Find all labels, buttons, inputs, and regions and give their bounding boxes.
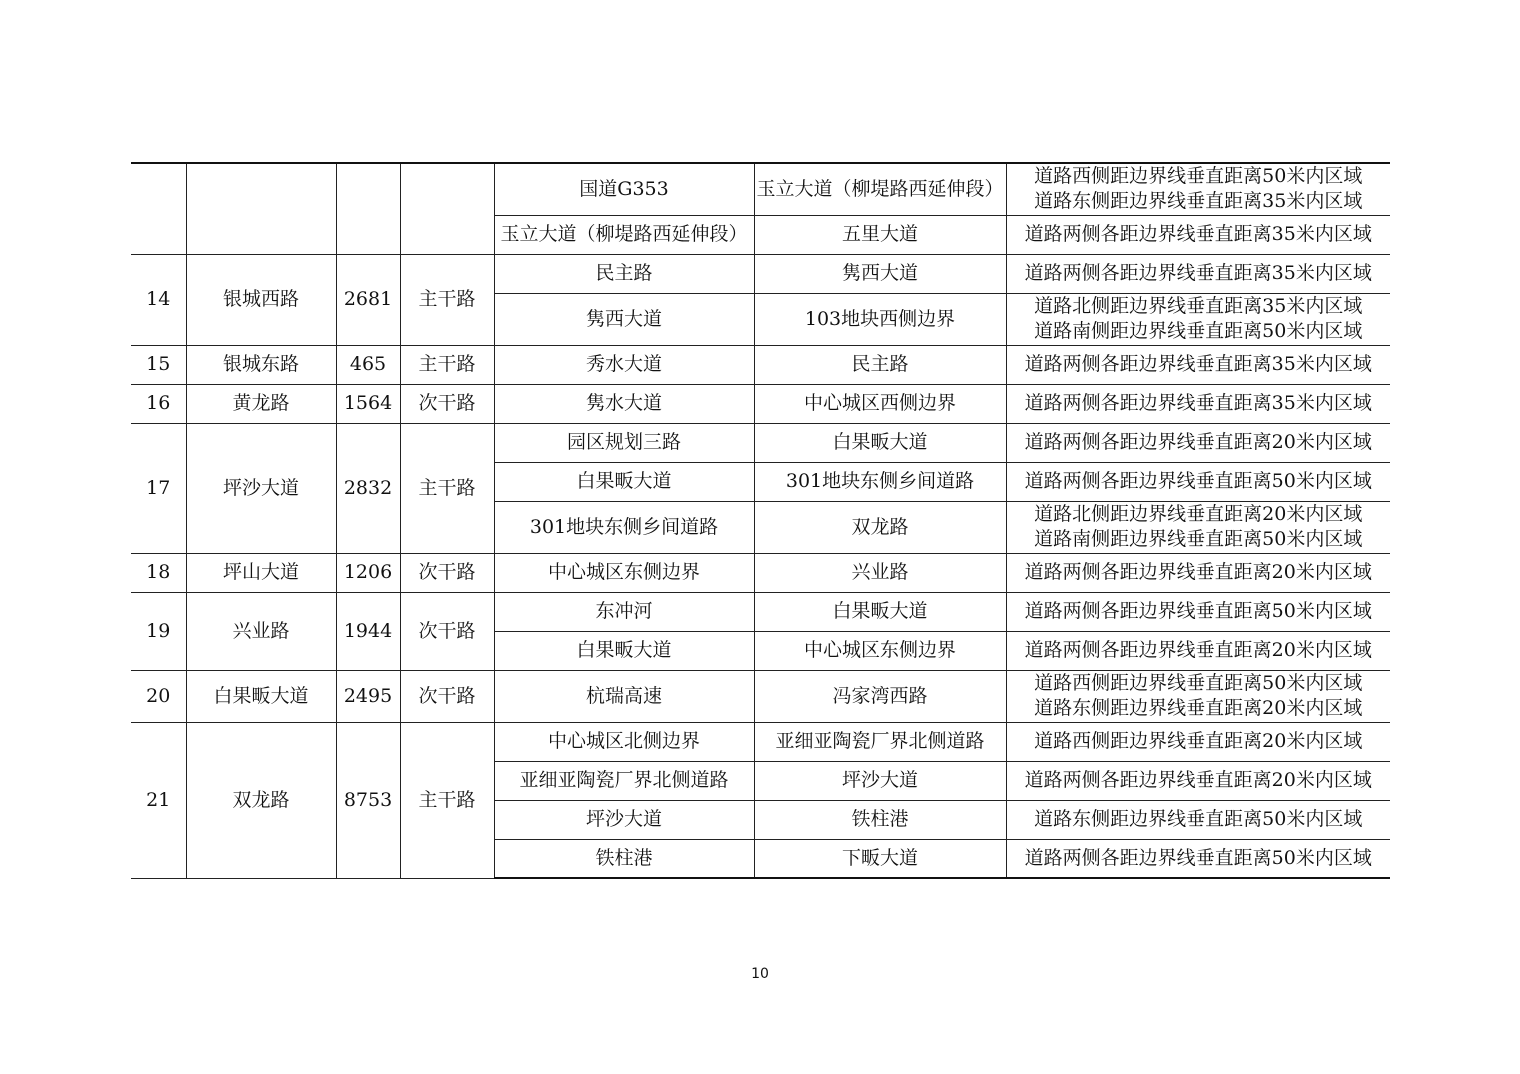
cell-zone-range — [1006, 293, 1390, 345]
cell-segment-to: 五里大道 — [754, 215, 1006, 254]
cell-zone-range — [1006, 384, 1390, 423]
cell-segment-to: 兴业路 — [754, 553, 1006, 592]
cell-length: 1944 — [336, 592, 400, 670]
cell-length: 2495 — [336, 670, 400, 722]
cell-length: 2681 — [336, 254, 400, 345]
cell-road-name: 白果畈大道 — [186, 670, 336, 722]
cell-segment-from: 铁柱港 — [494, 839, 754, 878]
cell-zone-range — [1006, 631, 1390, 670]
cell-no: 19 — [131, 592, 186, 670]
table-body — [131, 163, 1390, 878]
table-row — [131, 345, 1390, 384]
zone-range-line: 道路东侧距边界线垂直距离20米内区域 — [1034, 697, 1363, 719]
cell-no: 20 — [131, 670, 186, 722]
cell-grade: 次干路 — [400, 592, 494, 670]
cell-zone-range — [1006, 345, 1390, 384]
cell-length: 1206 — [336, 553, 400, 592]
table-row — [131, 722, 1390, 761]
cell-zone-range — [1006, 592, 1390, 631]
zone-range-line: 道路两侧各距边界线垂直距离35米内区域 — [1024, 353, 1372, 375]
cell-segment-from: 东冲河 — [494, 592, 754, 631]
zone-range-line: 道路两侧各距边界线垂直距离20米内区域 — [1024, 769, 1372, 791]
cell-no — [131, 163, 186, 254]
cell-road-name: 银城东路 — [186, 345, 336, 384]
cell-segment-from: 中心城区东侧边界 — [494, 553, 754, 592]
cell-zone-range — [1006, 462, 1390, 501]
cell-no: 21 — [131, 722, 186, 878]
cell-segment-from: 白果畈大道 — [494, 462, 754, 501]
zone-range-line: 道路北侧距边界线垂直距离20米内区域 — [1034, 503, 1363, 525]
road-noise-zone-table — [131, 162, 1390, 879]
cell-zone-range — [1006, 163, 1390, 215]
cell-segment-from: 中心城区北侧边界 — [494, 722, 754, 761]
cell-grade: 主干路 — [400, 722, 494, 878]
cell-segment-to: 103地块西侧边界 — [754, 293, 1006, 345]
table-row — [131, 553, 1390, 592]
table-row — [131, 670, 1390, 722]
cell-no: 18 — [131, 553, 186, 592]
zone-range-line: 道路两侧各距边界线垂直距离35米内区域 — [1024, 392, 1372, 414]
cell-segment-from: 隽水大道 — [494, 384, 754, 423]
zone-range-line: 道路两侧各距边界线垂直距离50米内区域 — [1024, 470, 1372, 492]
cell-no: 17 — [131, 423, 186, 553]
cell-segment-from: 园区规划三路 — [494, 423, 754, 462]
zone-range-line: 道路两侧各距边界线垂直距离50米内区域 — [1024, 846, 1372, 869]
cell-segment-to: 白果畈大道 — [754, 423, 1006, 462]
cell-segment-from: 白果畈大道 — [494, 631, 754, 670]
cell-segment-from: 杭瑞高速 — [494, 670, 754, 722]
cell-segment-from: 国道G353 — [494, 163, 754, 215]
cell-segment-to: 下畈大道 — [754, 839, 1006, 878]
cell-grade: 主干路 — [400, 423, 494, 553]
cell-zone-range — [1006, 501, 1390, 553]
cell-zone-range — [1006, 254, 1390, 293]
cell-segment-from: 玉立大道（柳堤路西延伸段） — [494, 215, 754, 254]
zone-range-line: 道路西侧距边界线垂直距离50米内区域 — [1034, 672, 1363, 694]
cell-road-name — [186, 163, 336, 254]
cell-segment-from: 坪沙大道 — [494, 800, 754, 839]
cell-grade: 主干路 — [400, 345, 494, 384]
cell-zone-range — [1006, 670, 1390, 722]
cell-grade: 次干路 — [400, 553, 494, 592]
zone-range-line: 道路西侧距边界线垂直距离20米内区域 — [1034, 730, 1363, 752]
cell-length: 1564 — [336, 384, 400, 423]
cell-segment-to: 双龙路 — [754, 501, 1006, 553]
zone-range-line: 道路两侧各距边界线垂直距离35米内区域 — [1024, 262, 1372, 284]
zone-range-line: 道路南侧距边界线垂直距离50米内区域 — [1034, 320, 1363, 342]
cell-length: 465 — [336, 345, 400, 384]
cell-segment-to: 白果畈大道 — [754, 592, 1006, 631]
cell-zone-range — [1006, 839, 1390, 878]
cell-grade: 主干路 — [400, 254, 494, 345]
cell-segment-from: 亚细亚陶瓷厂界北侧道路 — [494, 761, 754, 800]
cell-segment-from: 隽西大道 — [494, 293, 754, 345]
cell-segment-from: 民主路 — [494, 254, 754, 293]
cell-segment-to: 冯家湾西路 — [754, 670, 1006, 722]
zone-range-line: 道路西侧距边界线垂直距离50米内区域 — [1034, 165, 1363, 188]
cell-no: 14 — [131, 254, 186, 345]
zone-range-line: 道路两侧各距边界线垂直距离50米内区域 — [1024, 600, 1372, 622]
cell-no: 15 — [131, 345, 186, 384]
cell-grade — [400, 163, 494, 254]
cell-zone-range — [1006, 553, 1390, 592]
zone-range-line: 道路两侧各距边界线垂直距离35米内区域 — [1024, 223, 1372, 245]
cell-zone-range — [1006, 215, 1390, 254]
zone-range-line: 道路南侧距边界线垂直距离50米内区域 — [1034, 528, 1363, 550]
cell-zone-range — [1006, 800, 1390, 839]
cell-grade: 次干路 — [400, 384, 494, 423]
cell-length — [336, 163, 400, 254]
cell-length: 2832 — [336, 423, 400, 553]
cell-segment-to: 中心城区东侧边界 — [754, 631, 1006, 670]
zone-range-line: 道路东侧距边界线垂直距离50米内区域 — [1034, 808, 1363, 830]
cell-segment-to: 中心城区西侧边界 — [754, 384, 1006, 423]
cell-segment-to: 铁柱港 — [754, 800, 1006, 839]
page-number: 10 — [751, 966, 769, 982]
cell-road-name: 黄龙路 — [186, 384, 336, 423]
cell-segment-to: 隽西大道 — [754, 254, 1006, 293]
zone-range-line: 道路北侧距边界线垂直距离35米内区域 — [1034, 295, 1363, 317]
cell-segment-from: 秀水大道 — [494, 345, 754, 384]
cell-length: 8753 — [336, 722, 400, 878]
cell-segment-to: 亚细亚陶瓷厂界北侧道路 — [754, 722, 1006, 761]
cell-segment-to: 坪沙大道 — [754, 761, 1006, 800]
cell-segment-from: 301地块东侧乡间道路 — [494, 501, 754, 553]
zone-range-line: 道路两侧各距边界线垂直距离20米内区域 — [1024, 561, 1372, 583]
cell-grade: 次干路 — [400, 670, 494, 722]
table-row — [131, 423, 1390, 462]
zone-range-line: 道路东侧距边界线垂直距离35米内区域 — [1034, 190, 1363, 213]
cell-zone-range — [1006, 761, 1390, 800]
cell-zone-range — [1006, 722, 1390, 761]
cell-no: 16 — [131, 384, 186, 423]
cell-segment-to: 民主路 — [754, 345, 1006, 384]
table-row — [131, 254, 1390, 293]
cell-road-name: 坪沙大道 — [186, 423, 336, 553]
table-row — [131, 384, 1390, 423]
zone-range-line: 道路两侧各距边界线垂直距离20米内区域 — [1024, 639, 1372, 661]
table-row — [131, 592, 1390, 631]
table-row — [131, 163, 1390, 215]
cell-road-name: 兴业路 — [186, 592, 336, 670]
cell-segment-to: 301地块东侧乡间道路 — [754, 462, 1006, 501]
cell-road-name: 坪山大道 — [186, 553, 336, 592]
cell-zone-range — [1006, 423, 1390, 462]
cell-road-name: 银城西路 — [186, 254, 336, 345]
cell-road-name: 双龙路 — [186, 722, 336, 878]
cell-segment-to: 玉立大道（柳堤路西延伸段） — [754, 163, 1006, 215]
zone-range-line: 道路两侧各距边界线垂直距离20米内区域 — [1024, 431, 1372, 453]
